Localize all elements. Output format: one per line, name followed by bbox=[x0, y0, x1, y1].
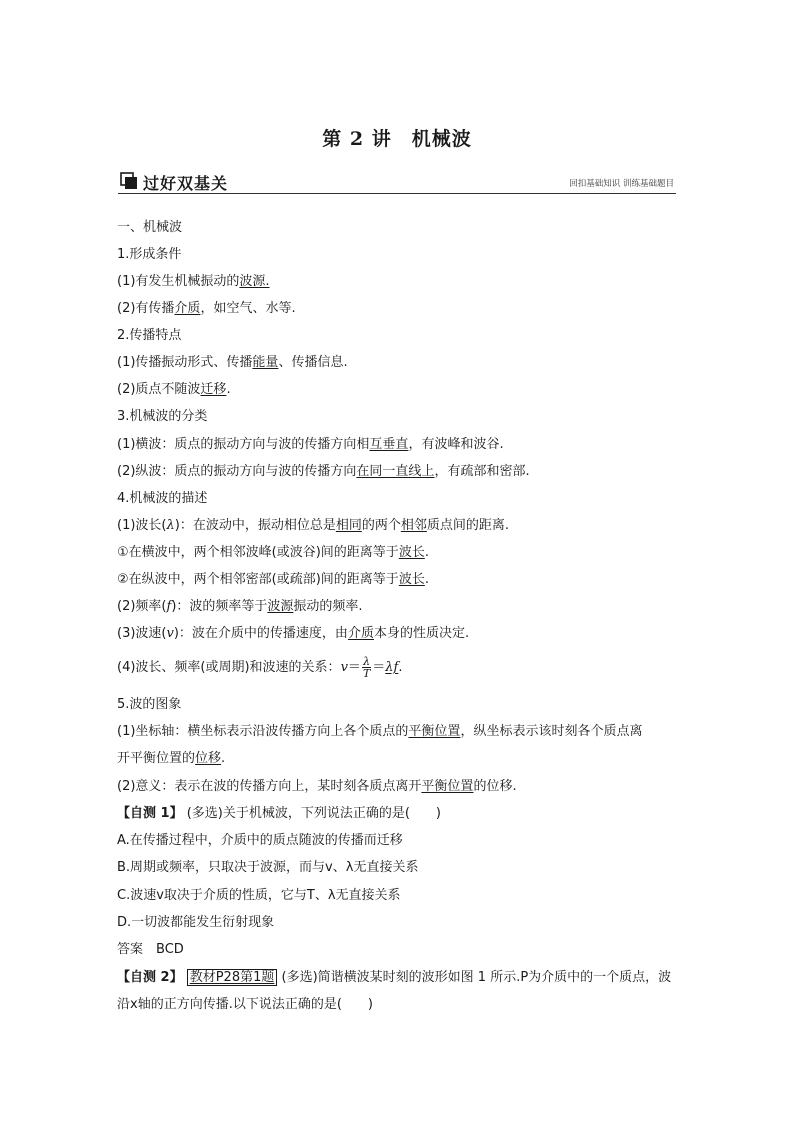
text: (1)传播振动形式、传播 bbox=[117, 355, 253, 370]
key-term: 在同一直线上 bbox=[356, 464, 435, 479]
banner-subtitle: 回扣基础知识 训练基础题目 bbox=[569, 179, 674, 189]
text: . bbox=[226, 382, 231, 397]
text: (2)意义：表示在波的传播方向上，某时刻各质点离开 bbox=[117, 779, 422, 794]
heading-wave-graph: 5.波的图象 bbox=[117, 697, 182, 712]
self-test-2-stem bbox=[117, 969, 671, 987]
self-test-1-stem bbox=[117, 805, 441, 823]
text: (4)波长、频率(或周期)和波速的关系： bbox=[117, 660, 341, 675]
page-title: 第 2 讲 机械波 bbox=[322, 128, 472, 150]
text: 振动的频率. bbox=[293, 599, 363, 614]
text: (3)波速( bbox=[117, 626, 167, 641]
text: ，纵坐标表示该时刻各个质点离 bbox=[460, 724, 643, 739]
text: (2)有传播 bbox=[117, 301, 175, 316]
classification-line-2 bbox=[117, 463, 530, 481]
heading-formation-conditions: 1.形成条件 bbox=[117, 247, 182, 262]
text: (1)波长( bbox=[117, 518, 167, 533]
key-term: 相同 bbox=[335, 518, 362, 533]
text: . bbox=[398, 660, 403, 675]
key-term: 迁移 bbox=[200, 382, 227, 397]
symbol: v bbox=[166, 626, 174, 641]
textbook-reference: 教材P28第1题 bbox=[187, 969, 278, 986]
key-term: 位移 bbox=[195, 751, 222, 766]
fraction bbox=[362, 656, 371, 679]
symbol: λ bbox=[166, 518, 175, 533]
frequency-definition bbox=[117, 598, 363, 616]
graph-axis-line-2 bbox=[117, 750, 225, 768]
key-term: 平衡位置 bbox=[408, 724, 461, 739]
formation-line-1 bbox=[117, 273, 270, 291]
text: ＝ bbox=[372, 660, 386, 675]
symbol: v bbox=[340, 660, 348, 675]
classification-line-1 bbox=[117, 436, 504, 454]
option-a: A.在传播过程中，介质中的质点随波的传播而迁移 bbox=[117, 833, 403, 848]
graph-meaning-line bbox=[117, 778, 517, 796]
text: 、传播信息. bbox=[278, 355, 348, 370]
key-term: 介质 bbox=[174, 301, 201, 316]
section-heading-mechanical-wave: 一、机械波 bbox=[117, 220, 183, 235]
option-c: C.波速v取决于介质的性质，它与T、λ无直接关系 bbox=[117, 888, 401, 903]
text: 开平衡位置的 bbox=[117, 751, 196, 766]
self-test-tag: 【自测 1】 bbox=[117, 806, 183, 821]
key-term: 波源 bbox=[267, 599, 294, 614]
text: 本身的性质决定. bbox=[373, 626, 470, 641]
key-term: 能量 bbox=[252, 355, 279, 370]
key-term: 互垂直 bbox=[369, 437, 409, 452]
key-term: 波长 bbox=[398, 572, 425, 587]
self-test-tag: 【自测 2】 bbox=[117, 970, 183, 985]
heading-description: 4.机械波的描述 bbox=[117, 491, 208, 506]
text: 的两个 bbox=[361, 518, 401, 533]
banner-title: 过好双基关 bbox=[143, 174, 229, 193]
text: ＝ bbox=[347, 660, 361, 675]
section-banner bbox=[118, 170, 676, 194]
text: )：波的频率等于 bbox=[171, 599, 268, 614]
text: 的位移. bbox=[473, 779, 517, 794]
symbol: f bbox=[166, 599, 172, 614]
propagation-line-2 bbox=[117, 381, 231, 399]
fraction-numerator: λ bbox=[363, 655, 371, 668]
text: (1)有发生机械振动的 bbox=[117, 274, 240, 289]
relation-formula-line bbox=[117, 656, 403, 679]
self-test-2-stem-cont: 沿x轴的正方向传播.以下说法正确的是( ) bbox=[117, 997, 373, 1012]
text: . bbox=[424, 572, 429, 587]
text: (多选)简谐横波某时刻的波形如图 1 所示.P为介质中的一个质点，波 bbox=[281, 970, 672, 985]
key-term: 相邻 bbox=[400, 518, 427, 533]
answer-line: 答案 BCD bbox=[117, 942, 184, 957]
heading-propagation-features: 2.传播特点 bbox=[117, 328, 182, 343]
transverse-wavelength bbox=[117, 544, 429, 562]
text: . bbox=[221, 751, 226, 766]
text: (1)坐标轴：横坐标表示沿波传播方向上各个质点的 bbox=[117, 724, 409, 739]
key-term: 介质 bbox=[347, 626, 374, 641]
text: . bbox=[424, 545, 429, 560]
key-term: 波源. bbox=[239, 274, 270, 289]
text: (1)横波：质点的振动方向与波的传播方向相 bbox=[117, 437, 370, 452]
text: (2)频率( bbox=[117, 599, 167, 614]
text: (多选)关于机械波，下列说法正确的是( ) bbox=[186, 806, 442, 821]
text: ，如空气、水等. bbox=[200, 301, 296, 316]
velocity-definition bbox=[117, 625, 469, 643]
text: (2)质点不随波 bbox=[117, 382, 201, 397]
wavelength-definition bbox=[117, 517, 509, 535]
propagation-line-1 bbox=[117, 354, 348, 372]
key-term: 波长 bbox=[398, 545, 425, 560]
text: 质点间的距离. bbox=[426, 518, 510, 533]
graph-axis-line-1 bbox=[117, 723, 642, 741]
banner-square-icon bbox=[120, 172, 138, 190]
option-d: D.一切波都能发生衍射现象 bbox=[117, 915, 275, 930]
text: ，有疏部和密部. bbox=[434, 464, 530, 479]
banner-divider bbox=[118, 193, 676, 194]
formation-line-2 bbox=[117, 300, 296, 318]
text: )：波在介质中的传播速度，由 bbox=[173, 626, 348, 641]
key-term: 平衡位置 bbox=[421, 779, 474, 794]
longitudinal-wavelength bbox=[117, 571, 429, 589]
key-term: λf bbox=[385, 660, 399, 675]
text: ，有波峰和波谷. bbox=[408, 437, 504, 452]
text: )：在波动中，振动相位总是 bbox=[174, 518, 336, 533]
text: ②在纵波中，两个相邻密部(或疏部)间的距离等于 bbox=[117, 572, 399, 587]
fraction-denominator: T bbox=[362, 667, 371, 680]
option-b: B.周期或频率，只取决于波源，而与v、λ无直接关系 bbox=[117, 860, 419, 875]
heading-classification: 3.机械波的分类 bbox=[117, 409, 208, 424]
text: (2)纵波：质点的振动方向与波的传播方向 bbox=[117, 464, 357, 479]
text: ①在横波中，两个相邻波峰(或波谷)间的距离等于 bbox=[117, 545, 399, 560]
